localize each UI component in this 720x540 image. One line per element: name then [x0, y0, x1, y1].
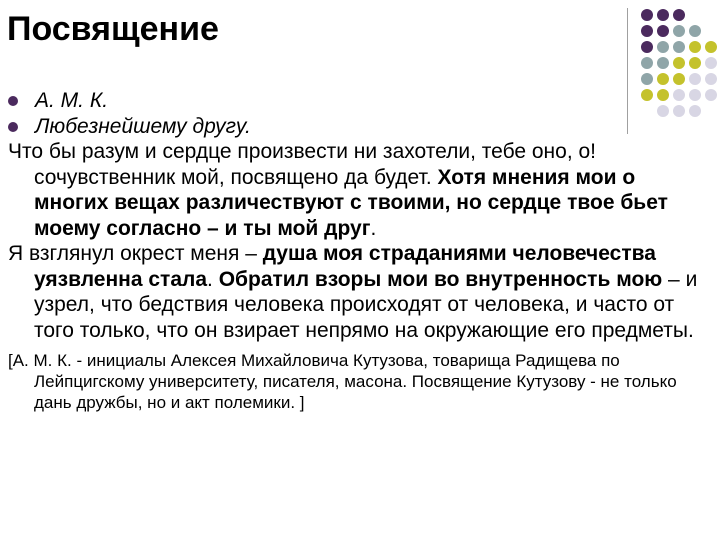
paragraph-text: . — [207, 267, 219, 291]
paragraph-text: – и узрел, что бедствия человека происходят от человека, и часто от того только, что он взирает непрямо на окружающие его предметы. — [34, 267, 698, 342]
bullet-text: Любезнейшему другу. — [35, 114, 251, 138]
decorative-dot-icon — [673, 9, 685, 21]
paragraph — [8, 139, 713, 241]
footnote: [А. М. К. - инициалы Алексея Михайловича Кутузова, товарища Радищева по Лейпцигскому университету, писателя, масона. Посвящение Кутузову - не только дань дружбы, но и акт полемики. ] — [8, 351, 677, 412]
paragraph-bold-text: душа моя страданиями человечества уязвленна стала — [34, 242, 656, 291]
decorative-dot-icon — [641, 25, 653, 37]
decorative-dot-icon — [705, 41, 717, 53]
decorative-dot-icon — [641, 57, 653, 69]
decorative-dot-icon — [641, 9, 653, 21]
decorative-dot-icon — [673, 57, 685, 69]
bullet-dot-icon — [8, 96, 18, 106]
decorative-dot-icon — [657, 9, 669, 21]
decorative-dot-icon — [657, 73, 669, 85]
decorative-dot-icon — [641, 73, 653, 85]
paragraph — [8, 241, 713, 343]
slide-title: Посвящение — [7, 10, 219, 48]
paragraph-text: Я взглянул окрест меня – — [8, 242, 263, 265]
decorative-dot-icon — [657, 25, 669, 37]
bullet-dot-icon — [8, 122, 18, 132]
decorative-dot-icon — [657, 57, 669, 69]
decorative-dot-icon — [673, 41, 685, 53]
decorative-dot-icon — [689, 41, 701, 53]
bullet-item — [8, 88, 713, 114]
decorative-dot-icon — [689, 9, 701, 21]
paragraph-text: . — [370, 216, 377, 240]
bullet-item — [8, 114, 713, 140]
decorative-dot-icon — [705, 57, 717, 69]
decorative-dot-icon — [705, 25, 717, 37]
paragraph-text: Что бы разум и сердце произвести ни захотели, тебе оно, о! сочувственник мой, посвящено да будет. — [8, 140, 597, 189]
decorative-dot-icon — [673, 25, 685, 37]
decorative-dot-icon — [673, 73, 685, 85]
slide-body — [8, 88, 713, 413]
paragraph-bold-text: Обратил взоры мои во внутренность мою — [218, 267, 663, 291]
decorative-dot-icon — [641, 41, 653, 53]
decorative-dot-icon — [705, 73, 717, 85]
bullet-text: А. М. К. — [35, 89, 109, 112]
decorative-dot-icon — [689, 73, 701, 85]
decorative-dot-icon — [657, 41, 669, 53]
decorative-dot-icon — [689, 25, 701, 37]
paragraph-bold-text: Хотя мнения мои о многих вещах различествуют с твоими, но сердце твое бьет моему согласно – и ты мой друг — [34, 165, 668, 240]
decorative-dot-icon — [689, 57, 701, 69]
decorative-dot-icon — [705, 9, 717, 21]
